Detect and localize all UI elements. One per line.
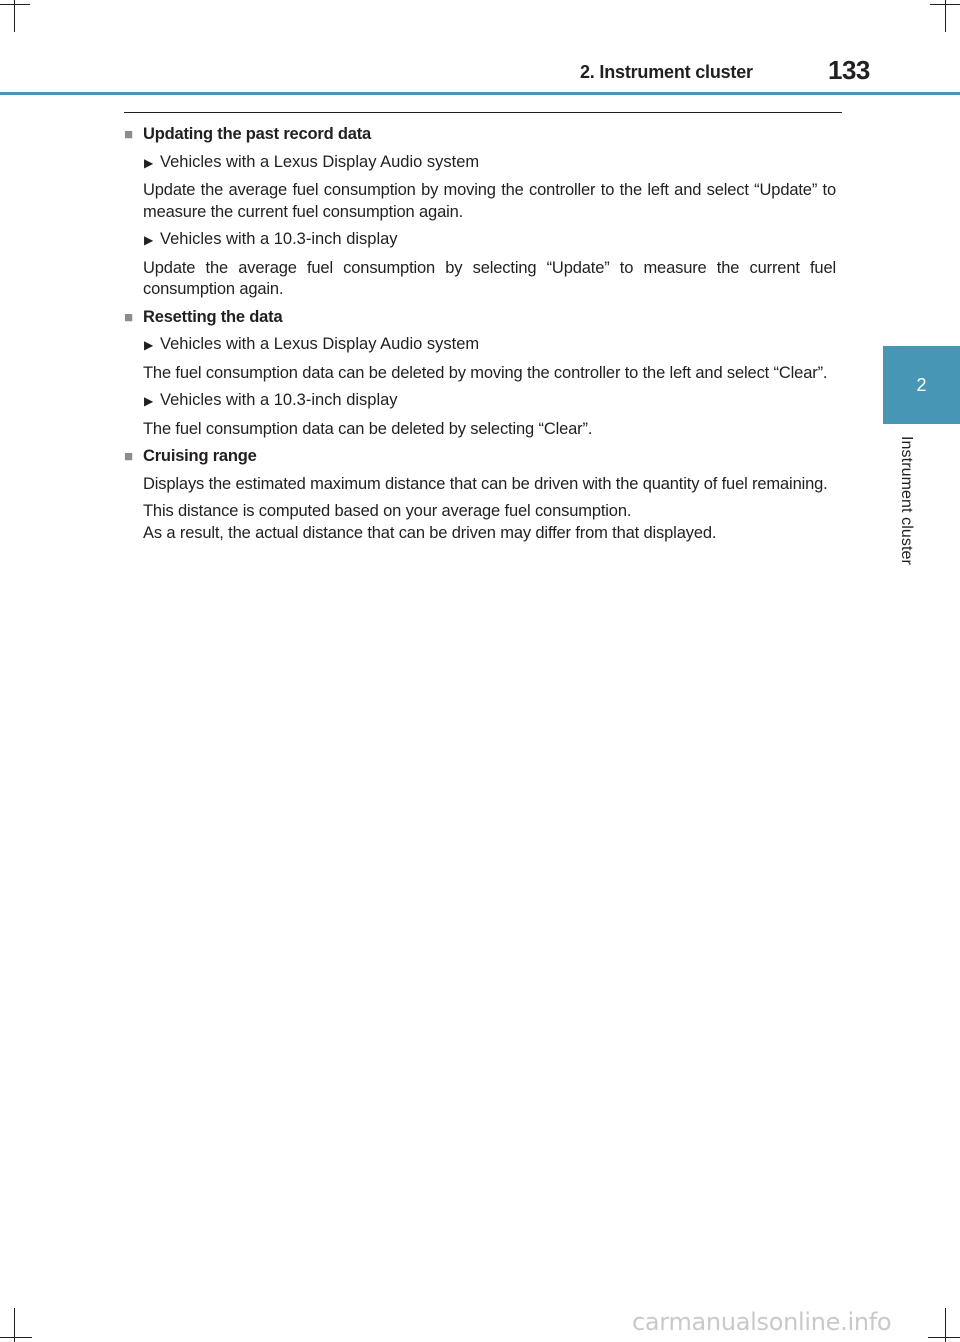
chapter-number: 2	[916, 374, 927, 395]
triangle-bullet-icon: ▶	[144, 155, 154, 170]
header-rule	[0, 92, 960, 95]
page-content	[124, 124, 836, 550]
subheading-text: Vehicles with a 10.3-inch display	[160, 391, 398, 409]
subheading	[144, 152, 836, 175]
paragraph: This distance is computed based on your average fuel consumption.	[143, 502, 632, 520]
heading-text: Resetting the data	[143, 307, 283, 326]
heading-text: Cruising range	[143, 447, 257, 465]
paragraph: The fuel consumption data can be deleted by selecting “Clear”.	[143, 419, 593, 438]
subheading	[144, 334, 836, 357]
watermark: carmanualsonline.info	[632, 1308, 892, 1336]
paragraph: Displays the estimated maximum distance that can be driven with the quantity of fuel remaining.	[143, 474, 828, 493]
square-bullet-icon: ■	[124, 448, 133, 465]
page-number: 133	[828, 55, 870, 85]
crop-mark	[928, 1337, 960, 1338]
body-rule	[124, 112, 842, 113]
triangle-bullet-icon: ▶	[144, 233, 154, 247]
triangle-bullet-icon: ▶	[144, 338, 154, 352]
subheading	[144, 390, 836, 413]
paragraph: The fuel consumption data can be deleted by moving the controller to the left and select “Clear”.	[143, 363, 828, 382]
subheading-text: Vehicles with a Lexus Display Audio system	[160, 152, 480, 171]
square-bullet-icon: ■	[124, 308, 133, 326]
heading-text: Updating the past record data	[143, 125, 371, 143]
chapter-label: Instrument cluster	[898, 436, 915, 565]
section-heading	[124, 307, 836, 329]
subheading-text: Vehicles with a Lexus Display Audio system	[160, 335, 480, 353]
chapter-tab[interactable]	[883, 346, 960, 424]
paragraph: As a result, the actual distance that can be driven may differ from that displayed.	[143, 523, 717, 542]
crop-mark	[0, 4, 30, 5]
paragraph: Update the average fuel consumption by moving the controller to the left and select “Update” to measure the current fuel consumption again.	[143, 181, 836, 221]
crop-mark	[0, 1337, 32, 1338]
section-heading	[124, 446, 836, 468]
square-bullet-icon: ■	[124, 126, 133, 143]
section-heading	[124, 124, 836, 146]
section-title: 2. Instrument cluster	[580, 62, 753, 82]
subheading	[144, 229, 836, 252]
triangle-bullet-icon: ▶	[144, 394, 154, 408]
subheading-text: Vehicles with a 10.3-inch display	[160, 230, 398, 248]
crop-mark	[930, 4, 960, 5]
paragraph: Update the average fuel consumption by selecting “Update” to measure the current fuel consumption again.	[143, 258, 836, 298]
